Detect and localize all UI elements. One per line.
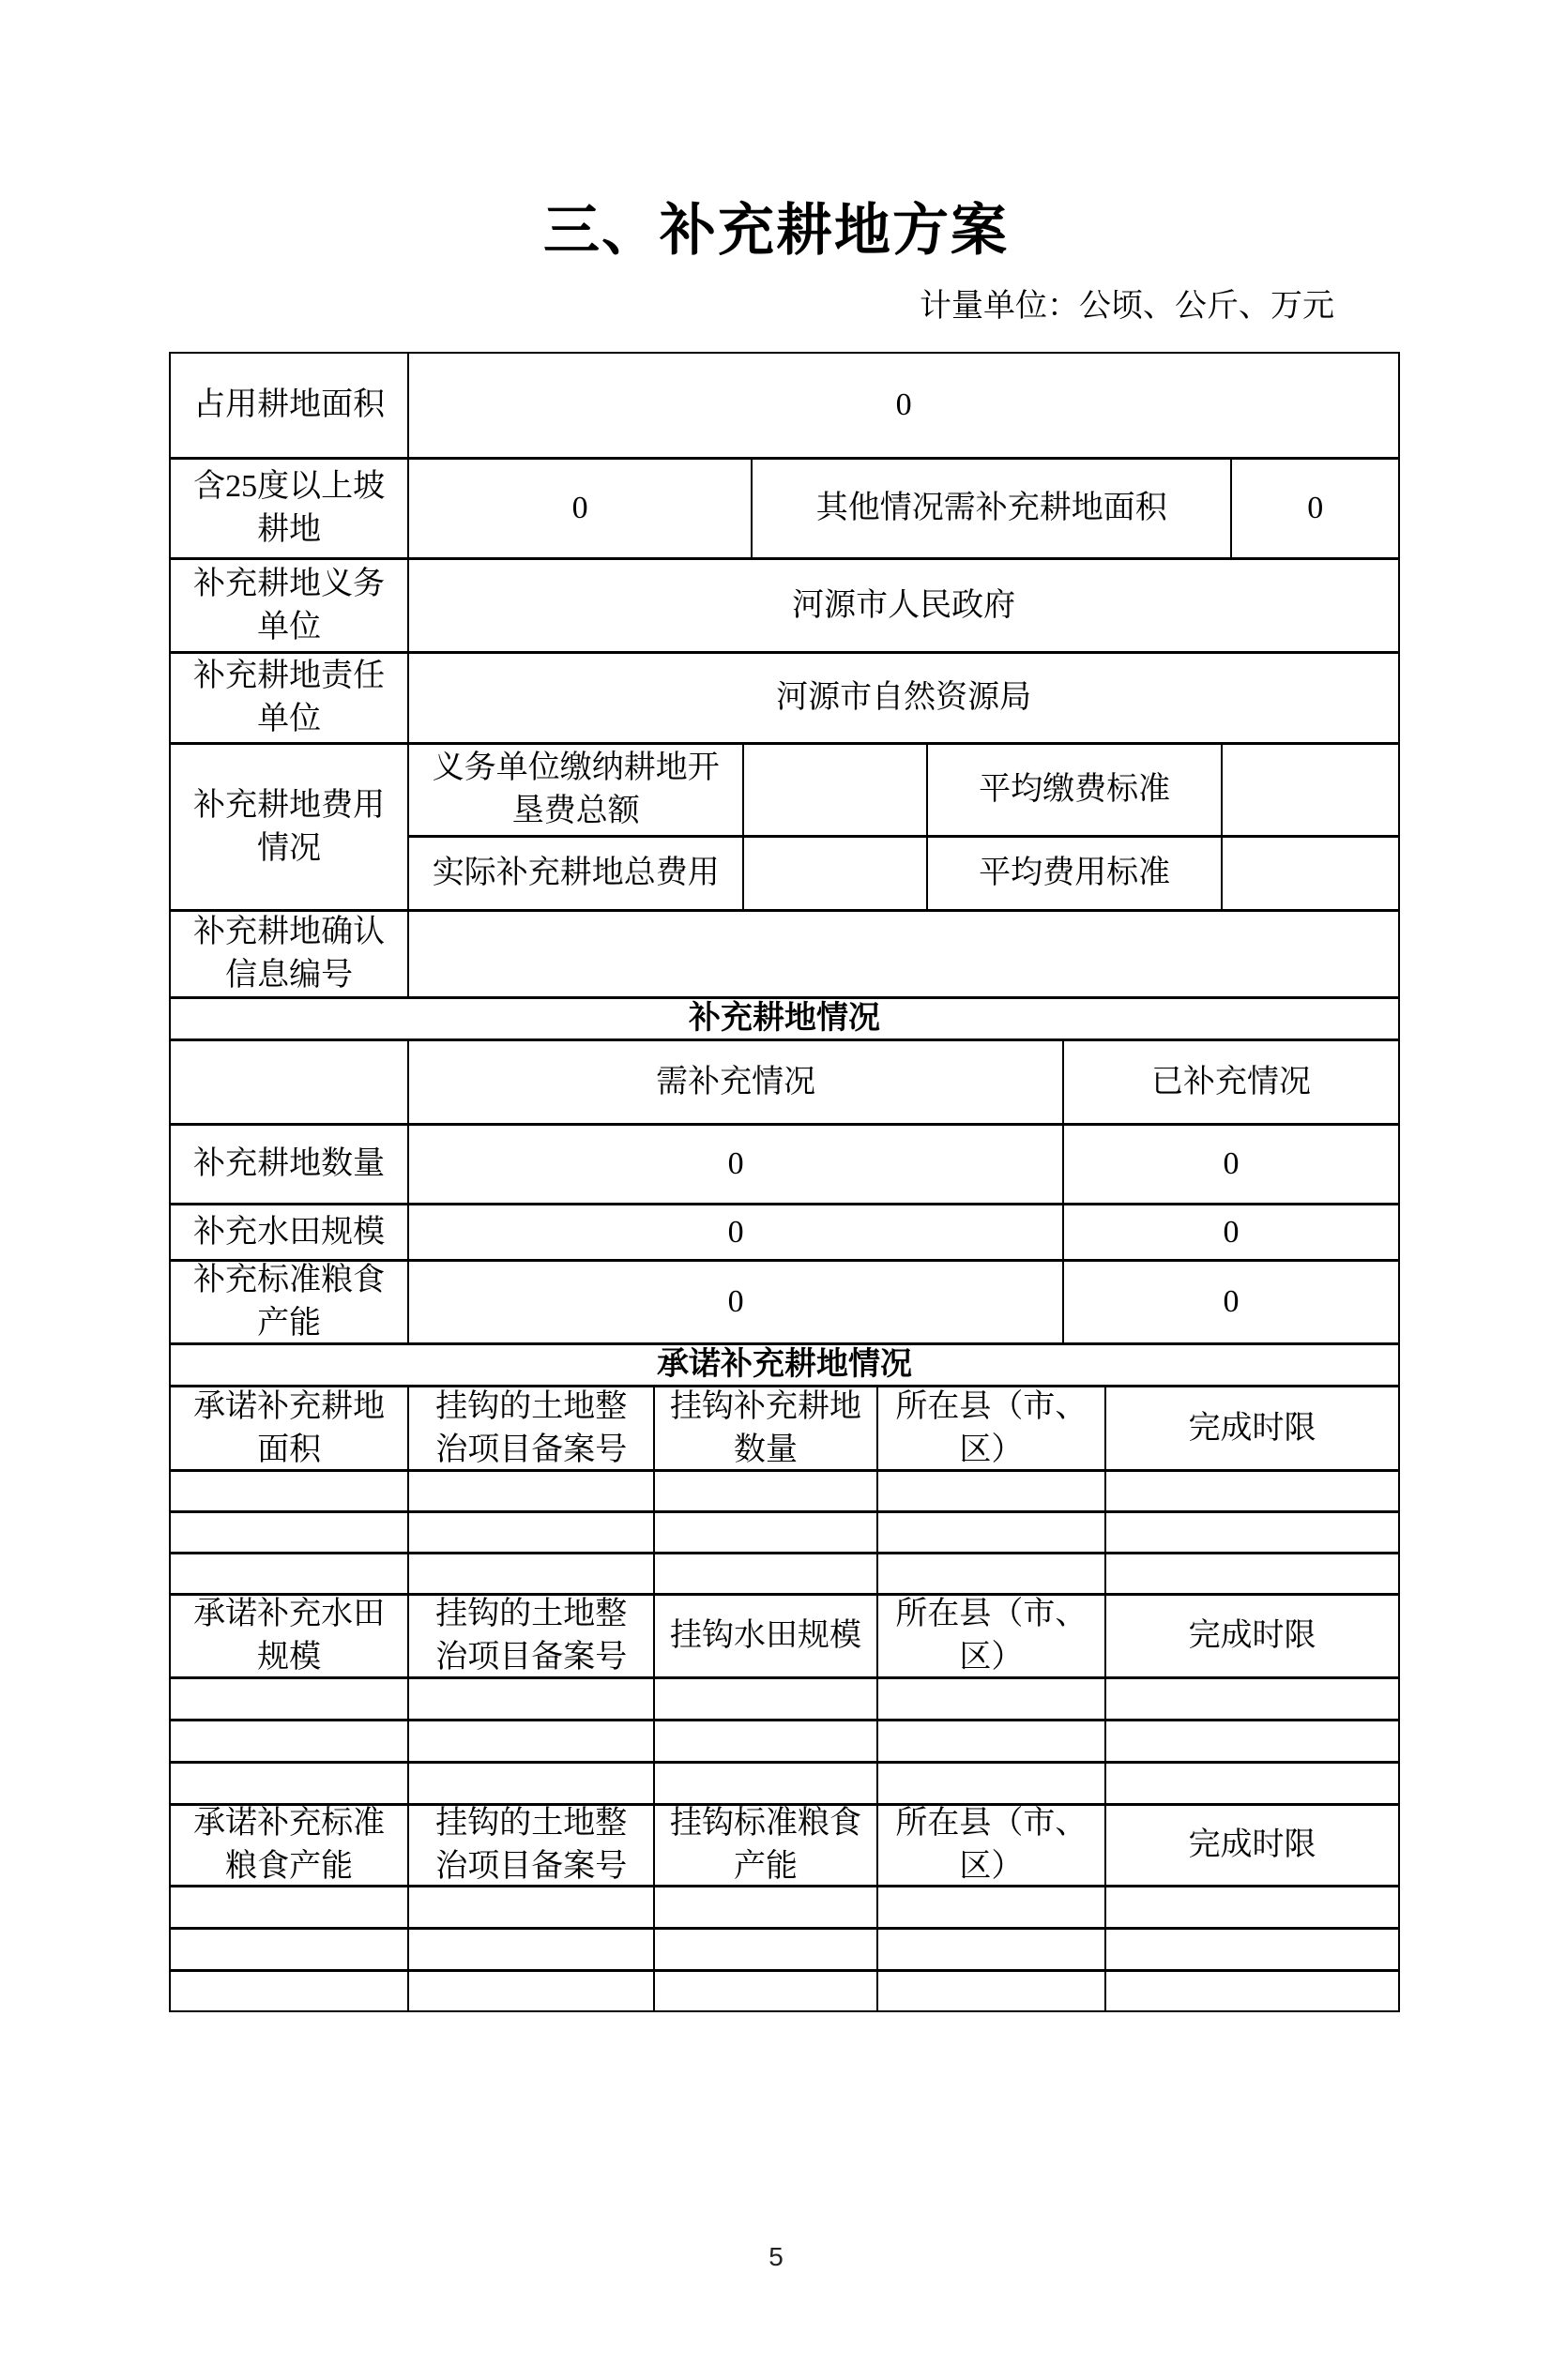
table-row — [171, 1969, 1398, 2010]
promise-col-head: 挂钩补充耕地数量 — [653, 1387, 875, 1469]
table-row — [171, 1385, 1398, 1469]
supplement-farmland-table — [169, 352, 1400, 2012]
other-need-value: 0 — [1230, 460, 1398, 557]
unit-note: 计量单位：公顷、公斤、万元 — [920, 289, 1334, 324]
promise-col-head: 所在县（市、区） — [876, 1387, 1104, 1469]
promise-col-head: 承诺补充水田规模 — [193, 1597, 386, 1675]
situation-row-label: 补充耕地数量 — [193, 1146, 386, 1182]
page-number: 5 — [768, 2242, 784, 2271]
table-row — [171, 457, 1398, 557]
table-row — [171, 1676, 1398, 1719]
other-need-label: 其他情况需补充耕地面积 — [751, 460, 1230, 557]
confirm-number-label: 补充耕地确认信息编号 — [193, 915, 386, 993]
situation-done-value: 0 — [1062, 1205, 1398, 1259]
situation-done-value: 0 — [1062, 1262, 1398, 1342]
situation-need-col: 需补充情况 — [407, 1041, 1062, 1123]
situation-header: 补充耕地情况 — [689, 1000, 880, 1037]
situation-done-value: 0 — [1062, 1126, 1398, 1203]
fee-item-label: 实际补充耕地总费用 — [432, 855, 720, 890]
situation-empty-cell — [171, 1041, 407, 1123]
responsible-unit-value: 河源市自然资源局 — [407, 654, 1398, 742]
fee-item-value — [742, 838, 926, 909]
promise-col-head: 承诺补充耕地面积 — [193, 1388, 386, 1467]
fee-std-label: 平均缴费标准 — [926, 745, 1221, 835]
table-section-header — [171, 1342, 1398, 1385]
promise-col-head: 所在县（市、区） — [876, 1596, 1104, 1676]
table-row — [171, 1719, 1398, 1761]
promise-col-head: 所在县（市、区） — [876, 1806, 1104, 1885]
slope-value: 0 — [407, 460, 751, 557]
promise-col-head: 承诺补充标准粮食产能 — [193, 1806, 386, 1884]
table-row — [171, 1038, 1398, 1123]
promise-col-head: 完成时限 — [1104, 1596, 1398, 1676]
promise-col-head: 挂钩水田规模 — [653, 1596, 875, 1676]
confirm-number-value — [407, 912, 1398, 996]
responsible-unit-label: 补充耕地责任单位 — [193, 659, 386, 736]
fee-std-label: 平均费用标准 — [926, 838, 1221, 909]
table-row — [171, 1593, 1398, 1676]
obligation-unit-value: 河源市人民政府 — [407, 560, 1398, 651]
table-row — [171, 1469, 1398, 1510]
promise-col-head: 挂钩的土地整治项目备案号 — [407, 1387, 653, 1469]
table-row — [171, 1259, 1398, 1342]
promise-col-head: 完成时限 — [1104, 1806, 1398, 1885]
situation-need-value: 0 — [407, 1126, 1062, 1203]
slope-label: 含25度以上坡耕地 — [193, 469, 386, 547]
table-row — [171, 1203, 1398, 1259]
promise-header: 承诺补充耕地情况 — [657, 1346, 912, 1383]
table-row — [171, 909, 1398, 996]
table-row — [409, 745, 1398, 835]
page-title: 三、补充耕地方案 — [543, 199, 1009, 262]
occupied-area-value: 0 — [407, 354, 1398, 457]
obligation-unit-label: 补充耕地义务单位 — [193, 566, 386, 644]
situation-need-value: 0 — [407, 1262, 1062, 1342]
table-section-header — [171, 996, 1398, 1038]
fee-section-label: 补充耕地费用情况 — [193, 787, 386, 866]
fee-item-label: 义务单位缴纳耕地开垦费总额 — [432, 750, 720, 828]
table-row — [171, 1510, 1398, 1552]
promise-col-head: 完成时限 — [1104, 1387, 1398, 1469]
table-row — [409, 835, 1398, 909]
situation-done-col: 已补充情况 — [1062, 1041, 1398, 1123]
fee-item-value — [742, 745, 926, 835]
situation-row-label: 补充水田规模 — [193, 1214, 386, 1250]
promise-col-head: 挂钩标准粮食产能 — [653, 1806, 875, 1885]
table-row — [171, 1552, 1398, 1593]
table-row — [171, 1123, 1398, 1203]
table-row — [171, 1803, 1398, 1885]
fee-subtable — [407, 745, 1398, 909]
table-row — [171, 557, 1398, 651]
situation-need-value: 0 — [407, 1205, 1062, 1259]
table-row — [171, 1885, 1398, 1927]
table-row — [171, 742, 1398, 909]
promise-col-head: 挂钩的土地整治项目备案号 — [407, 1596, 653, 1676]
table-row — [171, 354, 1398, 457]
promise-col-head: 挂钩的土地整治项目备案号 — [407, 1806, 653, 1885]
table-row — [171, 651, 1398, 742]
table-row — [171, 1927, 1398, 1969]
table-row — [171, 1761, 1398, 1803]
occupied-area-label: 占用耕地面积 — [193, 387, 386, 423]
fee-std-value — [1221, 745, 1398, 835]
fee-std-value — [1221, 838, 1398, 909]
situation-row-label: 补充标准粮食产能 — [193, 1263, 386, 1341]
